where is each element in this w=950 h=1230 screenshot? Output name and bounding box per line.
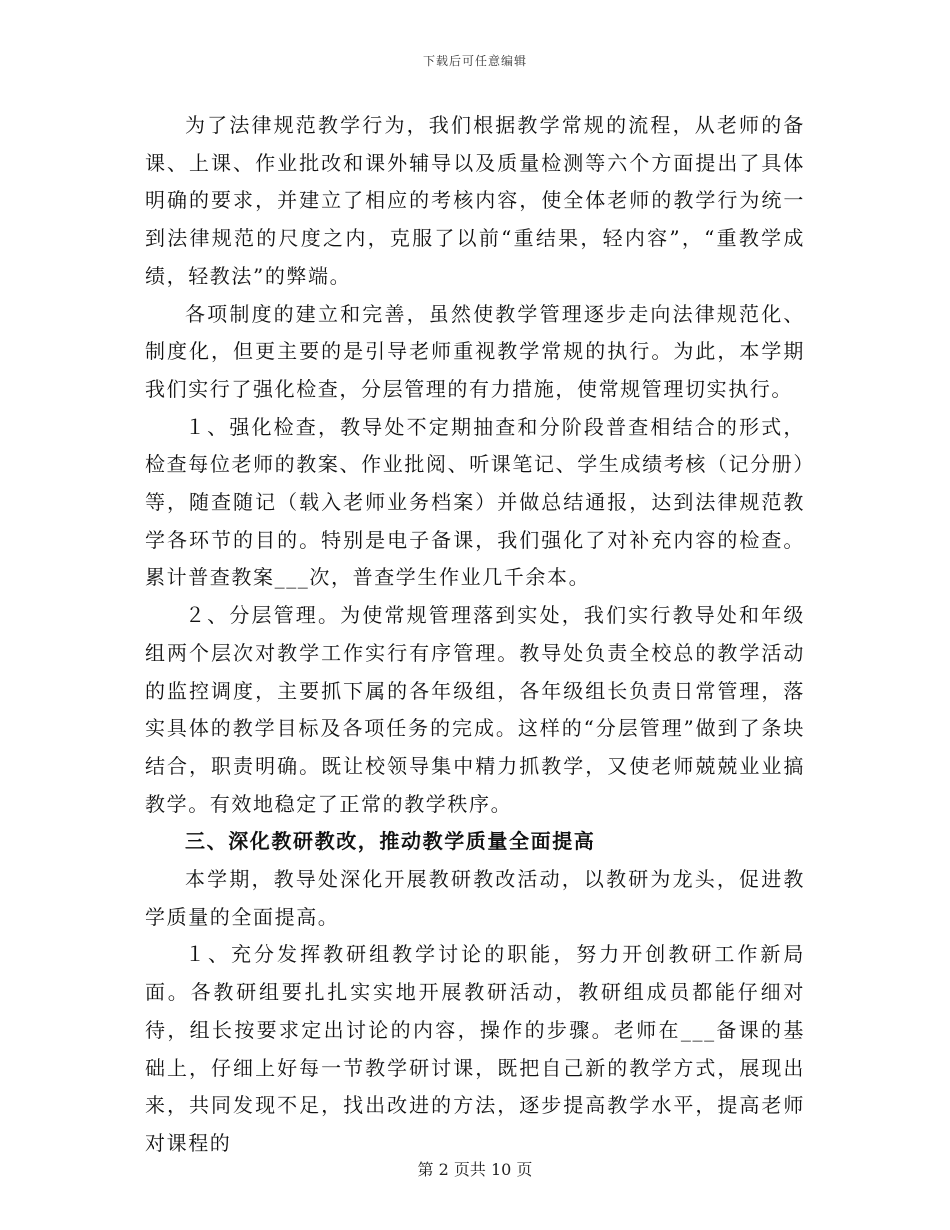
paragraph-1: 为了法律规范教学行为，我们根据教学常规的流程，从老师的备课、上课、作业批改和课外辅导以及质量检测等六个方面提出了具体明确的要求，并建立了相应的考核内容，使全体老师的教学行为统一到法律规范的尺度之内，克服了以前“重结果，轻内容”，“重教学成绩，轻教法”的弊端。 — [145, 113, 805, 288]
paragraph-6: １、充分发挥教研组教学讨论的职能，努力开创教研工作新局面。各教研组要扎扎实实地开展教研活动，教研组成员都能仔细对待，组长按要求定出讨论的内容，操作的步骤。老师在___备课的基础上，仔细上好每一节教学研讨课，既把自己新的教学方式，展现出来，共同发现不足，找出改进的方法，逐步提高教学水平，提高老师对课程的 — [145, 942, 805, 1155]
page-footer: 第 2 页共 10 页 — [417, 1160, 533, 1179]
section-heading: 三、深化教研教改，推动教学质量全面提高 — [185, 829, 596, 854]
paragraph-4: ２、分层管理。为使常规管理落到实处，我们实行教导处和年级组两个层次对教学工作实行有序管理。教导处负责全校总的教学活动的监控调度，主要抓下属的各年级组，各年级组长负责日常管理，落实具体的教学目标及各项任务的完成。这样的“分层管理”做到了条块结合，职责明确。既让校领导集中精力抓教学，又使老师兢兢业业搞教学。有效地稳定了正常的教学秩序。 — [145, 603, 805, 816]
document-body — [145, 107, 805, 1163]
paragraph-5: 本学期，教导处深化开展教研教改活动，以教研为龙头，促进教学质量的全面提高。 — [145, 867, 805, 929]
paragraph-2: 各项制度的建立和完善，虽然使教学管理逐步走向法律规范化、制度化，但更主要的是引导老师重视教学常规的执行。为此，本学期我们实行了强化检查，分层管理的有力措施，使常规管理切实执行。 — [145, 301, 805, 401]
page-header: 下载后可任意编辑 — [422, 54, 527, 68]
paragraph-3: １、强化检查，教导处不定期抽查和分阶段普查相结合的形式，检查每位老师的教案、作业批阅、听课笔记、学生成绩考核（记分册）等，随查随记（载入老师业务档案）并做总结通报，达到法律规范教学各环节的目的。特别是电子备课，我们强化了对补充内容的检查。累计普查教案___次，普查学生作业几千余本。 — [145, 414, 805, 590]
